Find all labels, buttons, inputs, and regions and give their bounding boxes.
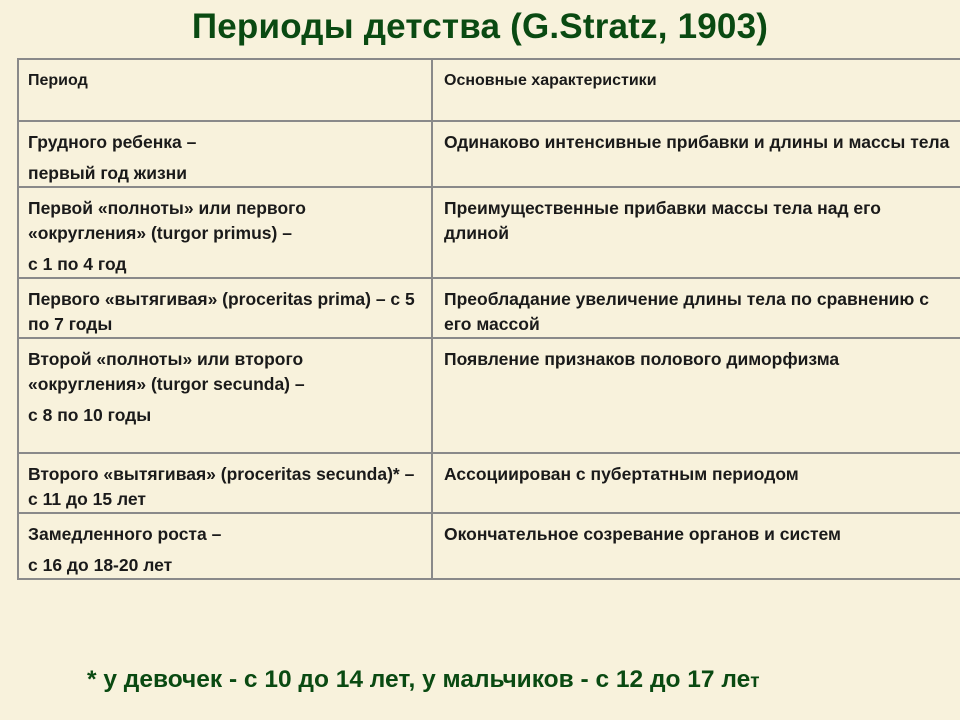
period-name: Второй «полноты» или второго «округления» (turgor secunda) – (28, 349, 305, 394)
period-age: с 1 по 4 год (28, 254, 127, 274)
table-row (18, 453, 960, 513)
period-age: с 16 до 18-20 лет (28, 555, 173, 575)
table-row (18, 278, 960, 338)
period-name: Первого «вытягивая» (proceritas prima) – с 5 по 7 годы (28, 289, 415, 334)
period-cell (18, 187, 432, 278)
period-age: с 8 по 10 годы (28, 405, 152, 425)
table-row (18, 121, 960, 187)
period-name: Первой «полноты» или первого «округления» (turgor primus) – (28, 198, 306, 243)
period-name: Замедленного роста – (28, 524, 222, 544)
period-cell (18, 121, 432, 187)
footnote-text: * у девочек - с 10 до 14 лет, у мальчиков - с 12 до 17 ле (87, 666, 751, 693)
period-cell (18, 513, 432, 579)
period-name: Второго «вытягивая» (proceritas secunda)* – с 11 до 15 лет (28, 464, 415, 509)
header-period: Период (18, 59, 432, 121)
characteristics-cell: Появление признаков полового диморфизма (432, 338, 960, 453)
period-cell (18, 338, 432, 453)
characteristics-cell: Преобладание увеличение длины тела по сравнению с его массой (432, 278, 960, 338)
characteristics-cell: Одинаково интенсивные прибавки и длины и массы тела (432, 121, 960, 187)
period-age: первый год жизни (28, 163, 187, 183)
table-row (18, 513, 960, 579)
period-cell (18, 453, 432, 513)
footnote-tail: т (750, 671, 760, 692)
table-row (18, 187, 960, 278)
table-header-row (18, 59, 960, 121)
period-cell (18, 278, 432, 338)
table-row (18, 338, 960, 453)
header-characteristics: Основные характеристики (432, 59, 960, 121)
characteristics-cell: Ассоциирован с пубертатным периодом (432, 453, 960, 513)
period-name: Грудного ребенка – (28, 132, 197, 152)
footnote (87, 666, 760, 694)
characteristics-cell: Окончательное созревание органов и систем (432, 513, 960, 579)
characteristics-cell: Преимущественные прибавки массы тела над его длиной (432, 187, 960, 278)
periods-table (17, 58, 960, 580)
page-title: Периоды детства (G.Stratz, 1903) (191, 7, 769, 46)
